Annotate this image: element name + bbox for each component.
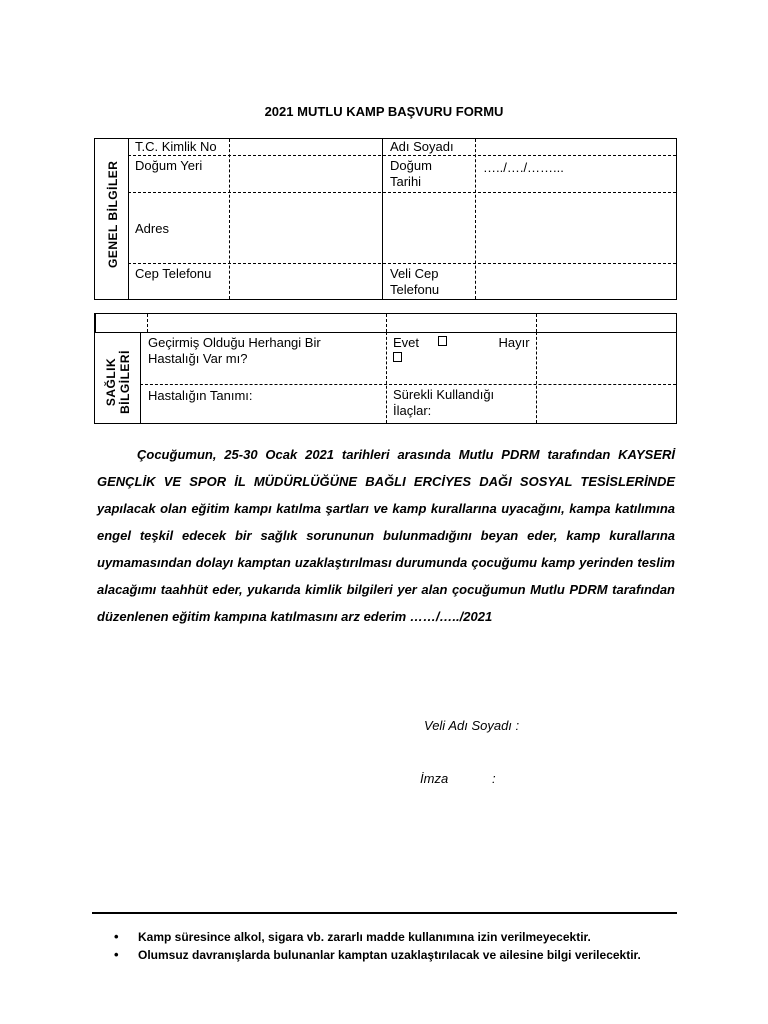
tc-kimlik-field[interactable] xyxy=(235,139,380,155)
saglik-bilgileri-table xyxy=(94,313,677,424)
ilaclar-label-line1: Sürekli Kullandığı xyxy=(393,387,495,402)
saglik-side-line2: BİLGİLERİ xyxy=(118,350,132,414)
veli-adi-soyadi-label: Veli Adı Soyadı : xyxy=(424,718,520,733)
ilaclar-field[interactable] xyxy=(542,387,672,421)
ilaclar-label-line2: İlaçlar: xyxy=(393,403,432,418)
ilaclar-label xyxy=(393,387,494,419)
cep-telefonu-field[interactable] xyxy=(235,266,380,298)
evet-label: Evet xyxy=(393,335,420,350)
notes-list xyxy=(110,930,641,966)
dogum-yeri-field[interactable] xyxy=(235,158,380,190)
saglik-side-line1: SAĞLIK xyxy=(104,357,118,407)
adi-soyadi-field[interactable] xyxy=(480,139,670,155)
saglik-bilgileri-side-label xyxy=(104,345,132,419)
hastalik-question-line1: Geçirmiş Olduğu Herhangi Bir xyxy=(148,335,321,350)
dogum-tarihi-field[interactable]: …../…./……... xyxy=(483,160,564,175)
dogum-tarihi-label-line2: Tarihi xyxy=(390,174,422,189)
tc-kimlik-label: T.C. Kimlik No xyxy=(135,139,217,154)
hastalik-choice xyxy=(393,335,533,367)
hastalik-question-line2: Hastalığı Var mı? xyxy=(148,351,248,366)
veli-cep-label-line2: Telefonu xyxy=(390,282,440,297)
note-item: • Olumsuz davranışlarda bulunanlar kamptan uzaklaştırılacak ve ailesine bilgi verilecektir. xyxy=(110,948,641,962)
evet-checkbox[interactable] xyxy=(438,336,447,346)
imza-colon: : xyxy=(492,771,496,786)
hastalik-question xyxy=(148,335,321,367)
hayir-label: Hayır xyxy=(498,335,530,350)
hastalik-answer-field[interactable] xyxy=(542,334,672,382)
imza-label: İmza xyxy=(420,771,449,786)
adi-soyadi-label: Adı Soyadı xyxy=(390,139,454,154)
footer-divider xyxy=(92,912,677,914)
adres-label: Adres xyxy=(135,221,169,236)
dogum-tarihi-label xyxy=(390,158,432,190)
dogum-yeri-label: Doğum Yeri xyxy=(135,158,203,173)
genel-bilgiler-side-label: GENEL BİLGİLER xyxy=(106,160,120,268)
hayir-checkbox[interactable] xyxy=(393,352,402,362)
cep-telefonu-label: Cep Telefonu xyxy=(135,266,212,281)
veli-cep-label-line1: Veli Cep xyxy=(390,266,439,281)
dogum-tarihi-label-line1: Doğum xyxy=(390,158,432,173)
hastalik-tanimi-label: Hastalığın Tanımı: xyxy=(148,388,253,403)
adres-field[interactable] xyxy=(235,195,670,261)
note-item: • Kamp süresince alkol, sigara vb. zararlı madde kullanımına izin verilmeyecektir. xyxy=(110,930,641,944)
veli-cep-field[interactable] xyxy=(480,266,670,298)
genel-bilgiler-table xyxy=(94,138,677,300)
form-title: 2021 MUTLU KAMP BAŞVURU FORMU xyxy=(264,104,504,119)
veli-cep-label xyxy=(390,266,439,298)
declaration-paragraph: Çocuğumun, 25-30 Ocak 2021 tarihleri arasında Mutlu PDRM tarafından KAYSERİ GENÇLİK VE SPOR İL MÜDÜRLÜĞÜNE BAĞLI ERCİYES DAĞI SOSYAL TESİSLERİNDE yapılacak olan eğitim kampı katılma şartları ve kamp kurallarına uyacağını, kampa katılımına engel teşkil edecek bir sağlık sorununun bulunmadığını beyan eder, kamp kurallarına uymamasından dolayı kamptan uzaklaştırılması durumunda çocuğumu kamp yerinden teslim alacağımı taahhüt eder, yukarıda kimlik bilgileri yer alan çocuğumun Mutlu PDRM tarafından düzenlenen eğitim kampına katılmasını arz ederim ……/…../2021 xyxy=(97,447,675,624)
